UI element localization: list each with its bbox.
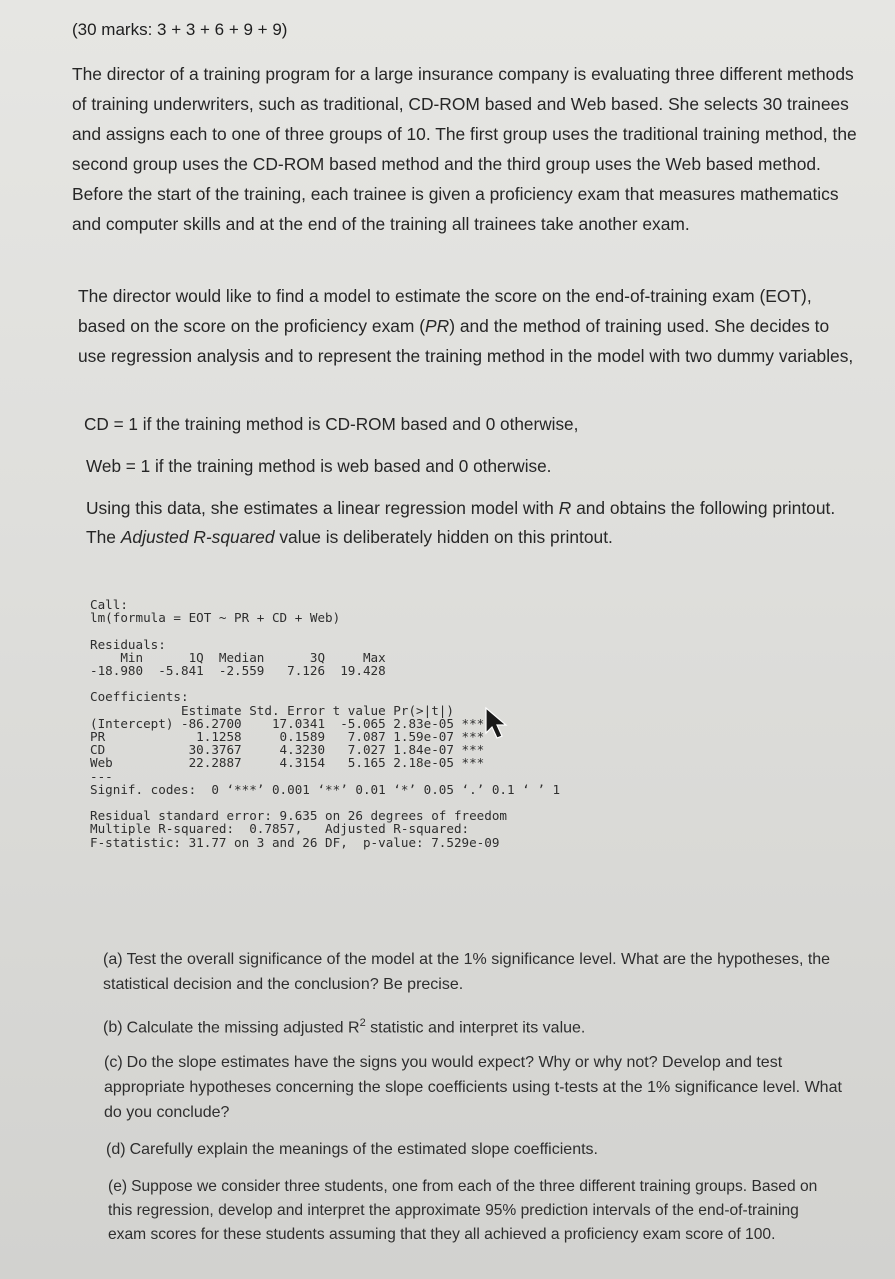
web-definition: Web = 1 if the training method is web based and 0 otherwise. [86, 456, 552, 476]
mouse-cursor-icon [483, 706, 511, 740]
marks-heading: (30 marks: 3 + 3 + 6 + 9 + 9) [72, 20, 288, 39]
question-b [103, 1011, 843, 1040]
model-text-2: ) and the method of training used. She decides to use regression analysis and to represent the training method in the model with two dummy variables, [78, 316, 854, 366]
question-b-text-2: statistic and interpret its value. [365, 1019, 586, 1037]
cd-definition: CD = 1 if the training method is CD-ROM based and 0 otherwise, [84, 414, 579, 434]
question-e-text: Suppose we consider three students, one from each of the three different training groups. Based on this regression, develop and interpret the approximate 95% prediction intervals of the end-of-training exam scores for these students assuming that they all achieved a proficiency exam score of 100. [108, 1178, 818, 1243]
pr-variable: PR [425, 316, 450, 336]
question-b-text-1: Calculate the missing adjusted R [126, 1019, 360, 1037]
adjusted-r-squared-term: Adjusted R-squared [120, 527, 275, 547]
printout-text-2: and obtains the following printout. The [86, 498, 836, 547]
printout-text-3: value is deliberately hidden on this printout. [274, 527, 613, 547]
question-c-label: (c) [104, 1054, 123, 1071]
question-a-label: (a) [103, 951, 123, 968]
intro-paragraph: The director of a training program for a large insurance company is evaluating three different methods of training underwriters, such as traditional, CD-ROM based and Web based. She selects 30 trainees and assigns each to one of three groups of 10. The first group uses the traditional training method, the second group uses the CD-ROM based method and the third group uses the Web based method. Before the start of the training, each trainee is given a proficiency exam that measures mathematics and computer skills and at the end of the training all trainees take another exam. [72, 64, 857, 234]
r-software: R [558, 498, 572, 518]
question-c-text: Do the slope estimates have the signs you would expect? Why or why not? Develop and test appropriate hypotheses concerning the slope coefficients using t-tests at the 1% significance level. What do you conclude? [104, 1054, 842, 1121]
question-b-label: (b) [103, 1019, 123, 1037]
question-d-label: (d) [106, 1141, 126, 1158]
question-d [106, 1137, 846, 1162]
question-a-text: Test the overall significance of the model at the 1% significance level. What are the hypotheses, the statistical decision and the conclusion? Be precise. [103, 951, 831, 993]
question-a [103, 947, 843, 997]
printout-text-1: Using this data, she estimates a linear regression model with [86, 498, 559, 518]
question-d-text: Carefully explain the meanings of the estimated slope coefficients. [129, 1141, 598, 1158]
regression-printout: Call: lm(formula = EOT ~ PR + CD + Web) Residuals: Min 1Q Median 3Q Max -18.980 -5.841 -2.559 7.126 19.428 Coefficients: Estimate Std. Error t value Pr(>|t|) (Intercept) -86.2700 17.0341 -5.065 2.83e-05 *** PR 1.1258 0.1589 7.087 1.59e-07 *** CD 30.3767 4.3230 7.027 1.84e-07 *** Web 22.2887 4.3154 5.165 2.18e-05 *** --- Signif. codes: 0 ‘***’ 0.001 ‘**’ 0.01 ‘*’ 0.05 ‘.’ 0.1 ‘ ’ 1 Residual standard error: 9.635 on 26 degrees of freedom Multiple R-squared: 0.7857, Adjusted R-squared: F-statistic: 31.77 on 3 and 26 DF, p-value: 7.529e-09 [90, 597, 561, 850]
printout-intro-paragraph [86, 494, 856, 552]
question-b-superscript: 2 [359, 1017, 366, 1029]
question-c [104, 1050, 844, 1125]
model-text-1: The director would like to find a model to estimate the score on the end-of-training exam (EOT), based on the score on the proficiency exam ( [78, 286, 812, 336]
question-e-label: (e) [108, 1178, 128, 1195]
model-paragraph [78, 281, 858, 371]
question-e [108, 1175, 828, 1247]
